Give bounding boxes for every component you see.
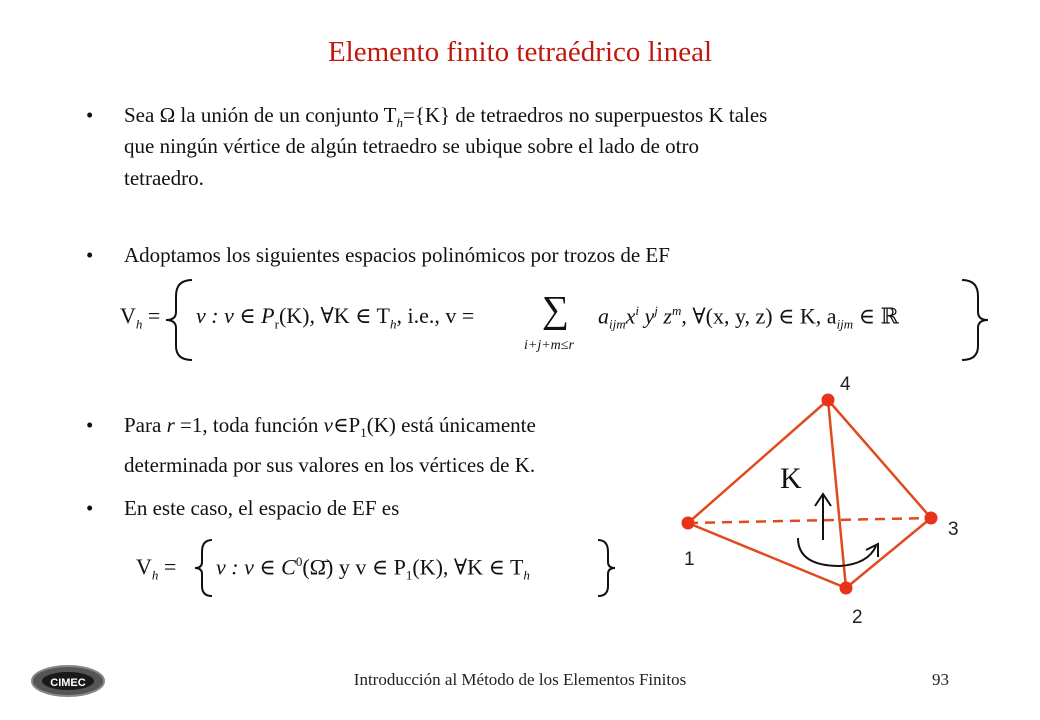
bullet-4-text: En este caso, el espacio de EF es (124, 496, 400, 520)
formula-2-part3-sub: h (523, 567, 530, 583)
bullet-1-line2: que ningún vértice de algún tetraedro se ubique sobre el lado de otro (124, 134, 699, 158)
formula-1-lhs: V (120, 303, 136, 328)
bullet-1-line1: Sea Ω la unión de un conjunto T (124, 103, 397, 127)
formula-1-part2-sub: h (389, 316, 397, 332)
footer-title: Introducción al Método de los Elementos Finitos (353, 670, 687, 689)
bullet-1-sub: h (396, 115, 403, 131)
formula-1-part6-sup: j (654, 303, 658, 318)
formula-1-part8-sub: ijm (836, 316, 854, 332)
rotation-arc (798, 538, 876, 566)
bullet-3-d: (K) está únicamente (366, 413, 536, 437)
sum-symbol: ∑ (542, 289, 570, 331)
formula-2-part2: (Ω̄) y v ∈ P (302, 554, 406, 580)
formula-1-part9: ∈ ℝ (853, 303, 899, 329)
formula-2-part1-sup: 0 (295, 554, 303, 569)
formula-2-part3: (K), ∀K ∈ T (412, 554, 524, 580)
sum-subscript: i+j+m≤r (524, 338, 574, 353)
bullet-2-text: Adoptamos los siguientes espacios polinómicos por trozos de EF (124, 243, 670, 267)
tetrahedron-diagram (640, 360, 1020, 640)
bullet-3-c: ∈P (333, 413, 361, 437)
formula-1-part2: (K), ∀K ∈ T (278, 303, 390, 328)
vertex-3 (925, 512, 938, 525)
formula-1-part8: , ∀(x, y, z) ∈ K, a (681, 303, 837, 329)
bullet-dot: • (86, 103, 94, 127)
formula-1-lhs-sub: h (135, 316, 143, 332)
formula-1-part4: a (598, 303, 609, 329)
vertex-2 (840, 582, 853, 595)
bullet-1-line3: tetraedro. (124, 166, 204, 190)
vertex-label-3: 3 (948, 519, 959, 540)
bullet-dot: • (86, 413, 94, 437)
formula-1-part1-sub: r (274, 316, 279, 332)
vertex-label-1: 1 (684, 549, 695, 570)
edge-4-3 (828, 400, 931, 518)
formula-1-part4-sub: ijm (609, 316, 626, 332)
formula-2-eq: = (163, 554, 177, 579)
formula-1-part1: v : v ∈ P (196, 303, 275, 328)
formula-1-part6: y (639, 303, 655, 329)
edge-1-3-hidden (688, 518, 931, 523)
vertex-label-4: 4 (840, 374, 851, 395)
formula-1-eq: = (147, 303, 161, 328)
formula-2-part1: v : v ∈ C (216, 554, 296, 580)
bullet-3-v: v (323, 413, 333, 437)
vertex-label-2: 2 (852, 607, 863, 628)
formula-1-part7: z (657, 303, 672, 329)
bullet-3-a: Para (124, 413, 167, 437)
page-number: 93 (932, 670, 949, 689)
slide-title: Elemento finito tetraédrico lineal (327, 36, 713, 68)
formula-1-part7-sup: m (671, 303, 682, 318)
edge-4-2 (828, 400, 846, 588)
formula-2 (136, 554, 176, 583)
formula-2-part2-sub: 1 (405, 567, 413, 583)
formula-1-part5-sup: i (635, 303, 640, 318)
bullet-dot: • (86, 243, 94, 267)
formula-1-part3: , i.e., v = (396, 303, 475, 328)
bullet-dot: • (86, 496, 94, 520)
formula-1-part5: x (625, 303, 636, 329)
bullet-3-sub: 1 (360, 425, 367, 441)
bullet-1-line1-rest: ={K} de tetraedros no superpuestos K tales (402, 103, 768, 127)
bullet-3-b: =1, toda función (174, 413, 324, 437)
element-label: K (780, 462, 802, 495)
edge-2-3 (846, 518, 931, 588)
vertex-1 (682, 517, 695, 530)
formula-2-body (216, 554, 530, 584)
bullet-3-line2: determinada por sus valores en los vértices de K. (124, 453, 536, 477)
formula-2-lhs: V (136, 554, 152, 579)
bullet-3-r: r (166, 413, 175, 437)
formula-2-lhs-sub: h (151, 567, 159, 583)
rotation-arrowhead (866, 544, 878, 557)
edge-1-4 (688, 400, 828, 523)
vertex-4 (822, 394, 835, 407)
logo-text: CIMEC (50, 677, 86, 689)
